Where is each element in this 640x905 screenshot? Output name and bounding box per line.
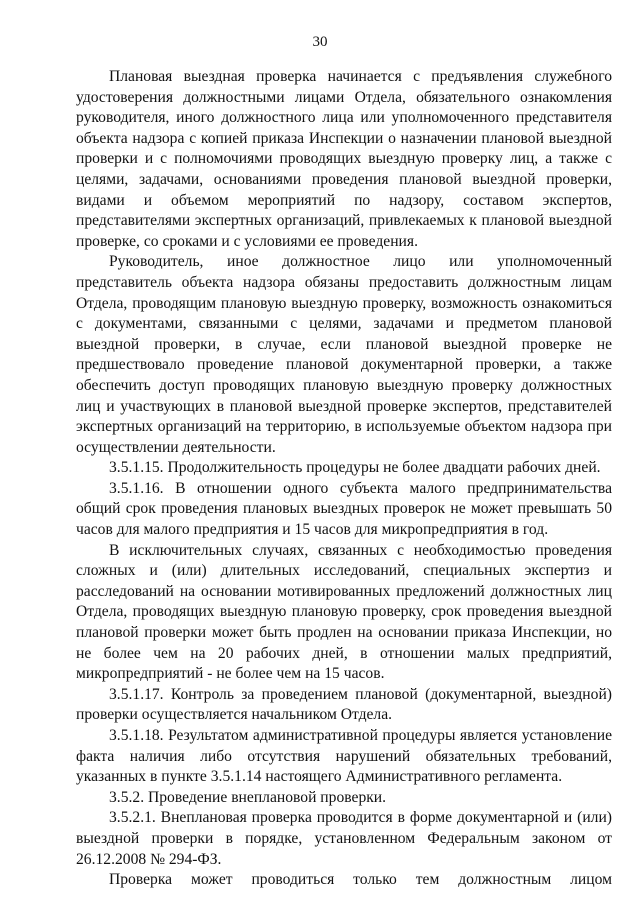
paragraph-scheduled-onsite-start: Плановая выездная проверка начинается с предъявления служебного удостоверения должностными лицами Отдела, обязательного ознакомления руководителя, иного должностного лица или уполномоченного представителя объекта надзора с копией приказа Инспекции о назначении плановой выездной проверки и с полномочиями проводящих выездную проверку лиц, а также с целями, задачами, основаниями проведения плановой выездной проверки, видами и объемом мероприятий по надзору, составом экспертов, представителями экспертных организаций, привлекаемых к плановой выездной проверке, со сроками и с условиями ее проведения.: [76, 68, 612, 250]
paragraph-supervised-object-obligations: Руководитель, иное должностное лицо или уполномоченный представитель объекта надзора обязаны предоставить должностным лицам Отдела, проводящим плановую выездную проверку, возможность ознакомиться с документами, связанными с целями, задачами и предметом плановой выездной проверки, в случае, если плановой выездной проверке не предшествовало проведение плановой документарной проверки, а также обеспечить доступ проводящих плановую выездную проверку должностных лиц и участвующих в плановой выездной проверке экспертов, представителей экспертных организаций на территорию, в используемые объектом надзора при осуществлении деятельности.: [76, 253, 612, 456]
document-body: [76, 67, 612, 891]
paragraph-3-5-1-17: 3.5.1.17. Контроль за проведением плановой (документарной, выездной) проверки осуществляется начальником Отдела.: [76, 685, 612, 724]
paragraph-3-5-2: 3.5.2. Проведение внеплановой проверки.: [109, 788, 387, 806]
page-number: 30: [312, 34, 328, 50]
paragraph-exceptional-cases: В исключительных случаях, связанных с необходимостью проведения сложных и (или) длительных исследований, специальных экспертиз и расследований на основании мотивированных предложений должностных лиц Отдела, проводящих выездную плановую проверку, срок проведения выездной плановой проверки может быть продлен на основании приказа Инспекции, но не более чем на 20 рабочих дней, в отношении малых предприятий, микропредприятий - не более чем на 15 часов.: [76, 541, 612, 683]
paragraph-inspection-conducted-by: Проверка может проводиться только тем должностным лицом: [109, 871, 612, 889]
paragraph-3-5-2-1: 3.5.2.1. Внеплановая проверка проводится в форме документарной и (или) выездной проверки в порядке, установленном Федеральным законом от 26.12.2008 № 294-ФЗ.: [76, 809, 612, 868]
paragraph-3-5-1-18: 3.5.1.18. Результатом административной процедуры является установление факта наличия либо отсутствия нарушений обязательных требований, указанных в пункте 3.5.1.14 настоящего Административного регламента.: [76, 727, 612, 786]
paragraph-3-5-1-16: 3.5.1.16. В отношении одного субъекта малого предпринимательства общий срок проведения плановых выездных проверок не может превышать 50 часов для малого предприятия и 15 часов для микропредприятия в год.: [76, 479, 612, 539]
paragraph-3-5-1-15: 3.5.1.15. Продолжительность процедуры не более двадцати рабочих дней.: [109, 459, 601, 477]
